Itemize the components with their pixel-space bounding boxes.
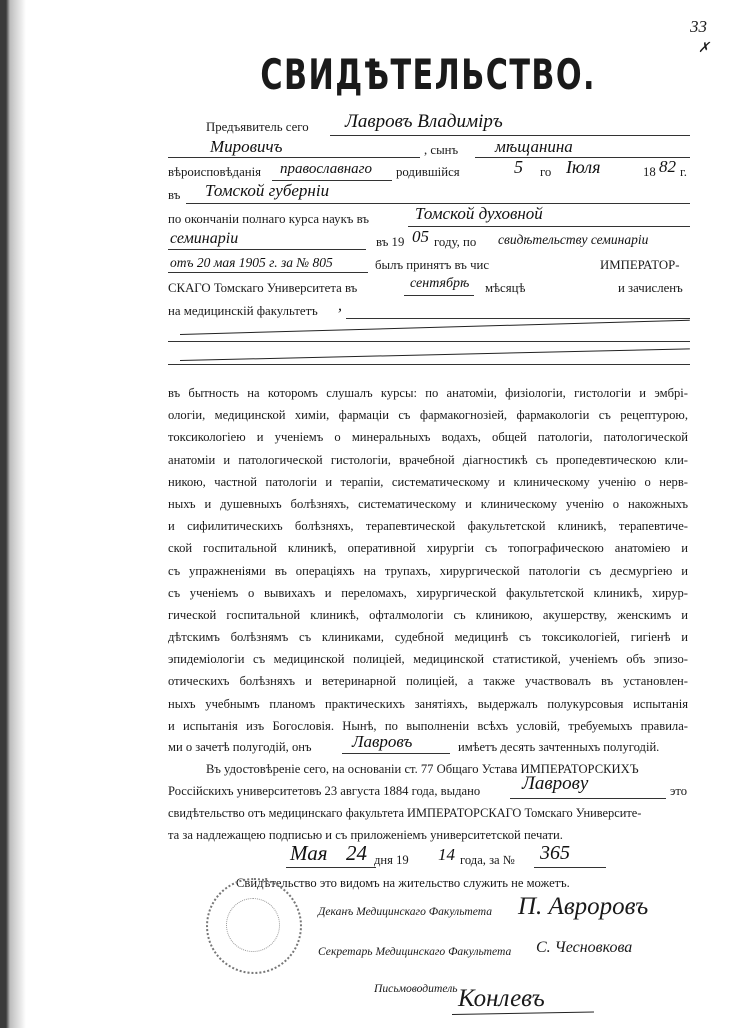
day-suffix: го	[540, 165, 552, 179]
issue-year-label: года, за №	[460, 853, 515, 867]
blank-line	[168, 364, 690, 365]
recipient-name: Лаврову	[522, 773, 589, 794]
closing-line-1: Въ удостовѣреніе сего, на основаніи ст. 77 Общаго Устава ИМПЕРАТОРСКИХЪ	[206, 762, 639, 776]
paragraph-line: и сифилитическихъ болѣзняхъ, терапевтической факультетской клиникѣ, терапевтиче-	[168, 519, 688, 534]
archive-mark: ✗	[698, 41, 710, 56]
birthplace: Томской губерніи	[205, 181, 330, 200]
birth-day: 5	[514, 157, 523, 177]
enrolled-label: и зачисленъ	[618, 281, 683, 295]
blank-line	[168, 341, 690, 342]
secretary-label: Секретарь Медицинскаго Факультета	[318, 945, 512, 958]
paragraph-line: ныхъ и душевныхъ болѣзняхъ, систематическому и клиническому ученію о накожныхъ	[168, 496, 688, 511]
son-label: , сынъ	[424, 143, 459, 157]
patronymic: Мировичъ	[210, 137, 283, 156]
issue-year: 14	[438, 845, 455, 864]
faculty-label: на медицинскій факультетъ	[168, 304, 318, 318]
underline	[168, 249, 366, 250]
paragraph-line: никою, частной патологіи и терапіи, систематическому и клиническому ученію о нерв-	[168, 474, 688, 489]
comma-mark: ,	[338, 297, 342, 314]
credits-name: Лавровъ	[352, 732, 413, 751]
underline	[346, 318, 690, 319]
birth-month: Іюля	[566, 157, 601, 177]
strike-through	[180, 348, 690, 361]
issue-month: Мая	[290, 841, 328, 865]
certificate-date: отъ 20 мая 1905 г. за № 805	[170, 255, 333, 270]
paragraph-line: дѣтскимъ болѣзнямъ съ клиниками, судебной медицинѣ съ токсикологіей, гигіенѣ и	[168, 630, 688, 645]
birth-year: 82	[659, 157, 676, 176]
imperial-label: ИМПЕРАТОР-	[600, 258, 680, 272]
born-label: родившійся	[396, 165, 460, 179]
paragraph-line: гической госпитальной клиникѣ, офталмологіи съ клиникою, акушерству, женскимъ и	[168, 607, 688, 622]
credits-prefix: ми о зачетѣ полугодій, онъ	[168, 740, 312, 754]
clerk-signature: Конлевъ	[458, 985, 545, 1012]
underline	[342, 753, 450, 754]
underline	[168, 157, 420, 158]
closing-line-2-suffix: это	[670, 784, 688, 798]
underline	[510, 798, 666, 799]
bearer-name: Лавровъ Владиміръ	[345, 111, 503, 132]
closing-line-4: та за надлежащею подписью и съ приложеніемъ университетской печати.	[168, 828, 563, 842]
paragraph-line: ологіи, медицинской химіи, фармаціи съ фармакогнозіей, фармакологіи съ рецептурою,	[168, 408, 688, 423]
issue-day: 24	[346, 841, 367, 865]
certificate-ref: свидѣтельству семинаріи	[498, 232, 649, 247]
year-prefix: 18	[643, 165, 656, 179]
paragraph-line: отическихъ болѣзняхъ и ветеринарной полиціей, а также участвовалъ въ установлен-	[168, 674, 688, 689]
clerk-label: Письмоводитель	[374, 982, 458, 995]
underline	[534, 867, 606, 868]
religion-label: вѣроисповѣданія	[168, 165, 262, 179]
in-label: въ	[168, 188, 181, 202]
paragraph-line: въ бытность на которомъ слушалъ курсы: по анатоміи, физіологіи, гистологіи и эмбрі-	[168, 386, 688, 400]
archive-number: 33	[690, 17, 707, 36]
paragraph-line: съ ученіемъ о вывихахъ и переломахъ, хирургической факультетской клиникѣ, хирур-	[168, 585, 688, 600]
secretary-signature: С. Чесновкова	[536, 939, 633, 956]
school-continued: семинаріи	[170, 230, 239, 247]
credits-suffix: имѣетъ десять зачтенныхъ полугодій.	[458, 740, 660, 754]
document-title: СВИДѢТЕЛЬСТВО.	[260, 50, 596, 99]
year-label: въ 19	[376, 235, 405, 249]
year-by-label: году, по	[434, 235, 477, 249]
paragraph-line: токсикологіею и ученіемъ о минеральныхъ водахъ, общей патологіи, патологической	[168, 430, 688, 445]
paragraph-line: и испытанія изъ Богословія. Нынѣ, по выполненіи всѣхъ условій, требуемыхъ правила-	[168, 718, 688, 733]
school: Томской духовной	[415, 204, 543, 223]
paragraph-line: эпидеміологіи съ медицинской полиціей, медицинской статистикой, ученіемъ объ эпизо-	[168, 652, 688, 667]
seal-inner-ring	[226, 898, 280, 952]
paragraph-line: ныхъ учебнымъ планомъ практическихъ занятіяхъ, выдержалъ полукурсовыя испытанія	[168, 696, 688, 711]
paragraph-line: съ упражненіями въ операціяхъ на трупахъ, хирургической патологіи съ десмургіею и	[168, 563, 688, 578]
strike-through	[180, 320, 690, 335]
dean-label: Деканъ Медицинскаго Факультета	[318, 905, 493, 918]
underline	[168, 272, 368, 273]
graduation-year: 05	[412, 227, 429, 246]
underline	[408, 226, 690, 227]
completion-label: по окончаніи полнаго курса наукъ въ	[168, 212, 369, 226]
scan-edge	[0, 0, 26, 1028]
underline	[330, 135, 690, 136]
admission-month: сентябрѣ	[410, 276, 470, 291]
dean-signature: П. Авроровъ	[518, 893, 649, 920]
paragraph-line: анатоміи и патологической гистологіи, врачебной діагностикѣ съ пропедевтическою кли-	[168, 452, 688, 467]
religion: православнаго	[280, 161, 372, 177]
issue-day-label: дня 19	[374, 853, 409, 867]
courses-paragraph	[168, 382, 688, 737]
bearer-label: Предъявитель сего	[206, 120, 309, 134]
residence-note: Свидѣтельство это видомъ на жительство служить не можетъ.	[236, 876, 570, 890]
issue-number: 365	[540, 842, 570, 864]
closing-line-2: Россійскихъ университетовъ 23 августа 1884 года, выдано	[168, 784, 481, 798]
underline	[286, 867, 376, 868]
estate: мѣщанина	[495, 137, 573, 156]
month-label: мѣсяцѣ	[485, 281, 526, 295]
university-label: СКАГО Томскаго Университета въ	[168, 281, 358, 295]
underline	[404, 295, 474, 296]
admitted-label: былъ принятъ въ чис	[375, 258, 490, 272]
year-suffix: г.	[680, 165, 688, 179]
paragraph-line: ской госпитальной клиникѣ, оперативной хирургіи съ топографическою анатоміею и	[168, 541, 688, 556]
closing-line-3: свидѣтельство отъ медицинскаго факультета ИМПЕРАТОРСКАГО Томскаго Университе-	[168, 806, 642, 820]
